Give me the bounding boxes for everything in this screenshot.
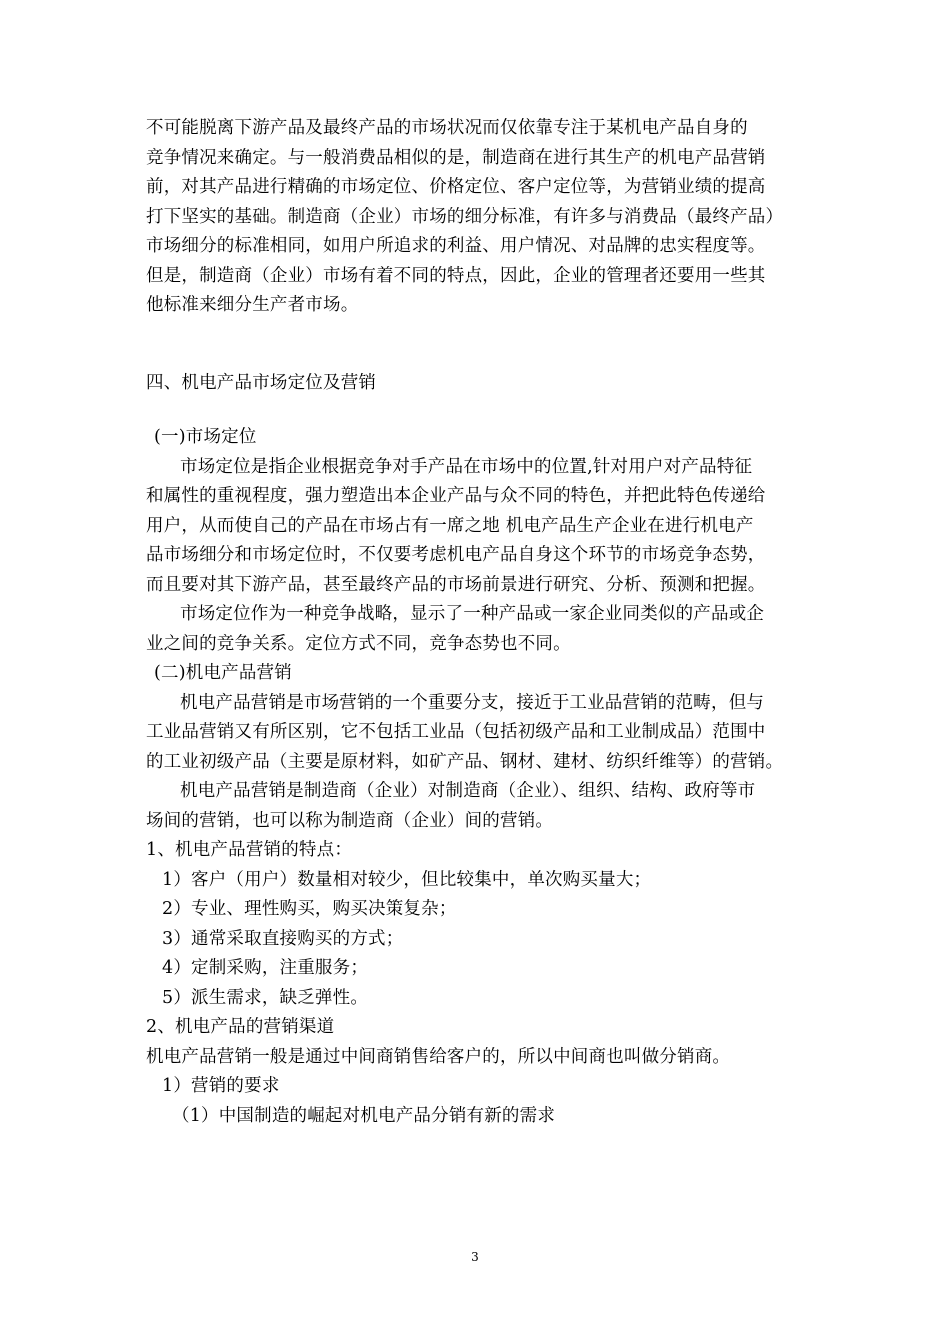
paragraph-line: 机电产品营销是制造商（企业）对制造商（企业）、组织、结构、政府等市 [180, 781, 756, 801]
features-list [146, 866, 816, 1014]
paragraph-line: 机电产品营销是市场营销的一个重要分支，接近于工业品营销的范畴，但与 [180, 692, 765, 713]
positioning-paragraph-2 [146, 600, 816, 659]
intro-paragraph [146, 114, 816, 321]
paragraph-line: 场间的营销，也可以称为制造商（企业）间的营销。 [146, 810, 554, 831]
paragraph-line: 而且要对其下游产品，甚至最终产品的市场前景进行研究、分析、预测和把握。 [146, 574, 766, 595]
intro-line: 他标准来细分生产者市场。 [146, 295, 359, 315]
channels-line: 机电产品营销一般是通过中间商销售给客户的，所以中间商也叫做分销商。 [146, 1046, 731, 1067]
paragraph-line: 的工业初级产品（主要是原材料，如矿产品、钢材、建材、纺织纤维等）的营销。 [146, 751, 784, 772]
list-item: 3）通常采取直接购买的方式； [162, 928, 404, 949]
spacer [146, 398, 816, 423]
paragraph-line: 业之间的竞争关系。定位方式不同，竞争态势也不同。 [146, 633, 571, 654]
requirement-item: （1）中国制造的崛起对机电产品分销有新的需求 [172, 1105, 556, 1126]
list-item: 1）客户（用户）数量相对较少，但比较集中，单次购买量大； [162, 869, 652, 890]
intro-line: 前，对其产品进行精确的市场定位、价格定位、客户定位等，为营销业绩的提高 [146, 177, 766, 197]
subsection-heading-marketing: (二)机电产品营销 [154, 663, 292, 683]
paragraph-line: 市场定位是指企业根据竞争对手产品在市场中的位置,针对用户对产品特征 [180, 456, 753, 477]
document-page [146, 114, 816, 1131]
features-heading: 1、机电产品营销的特点： [146, 840, 353, 860]
channels-heading: 2、机电产品的营销渠道 [146, 1017, 335, 1037]
paragraph-line: 工业品营销又有所区别，它不包括工业品（包括初级产品和工业制成品）范围中 [146, 722, 766, 742]
section-heading: 四、机电产品市场定位及营销 [146, 372, 377, 393]
intro-line: 打下坚实的基础。制造商（企业）市场的细分标准，有许多与消费品（最终产品） [146, 206, 784, 227]
intro-line: 但是，制造商（企业）市场有着不同的特点，因此，企业的管理者还要用一些其 [146, 265, 766, 286]
spacer [146, 321, 816, 369]
marketing-paragraph-1 [146, 689, 816, 778]
list-item: 5）派生需求，缺乏弹性。 [162, 987, 369, 1008]
page-number: 3 [471, 1250, 479, 1264]
intro-line: 竞争情况来确定。与一般消费品相似的是，制造商在进行其生产的机电产品营销 [146, 147, 766, 168]
paragraph-line: 和属性的重视程度，强力塑造出本企业产品与众不同的特色，并把此特色传递给 [146, 486, 766, 506]
list-item: 2）专业、理性购买，购买决策复杂； [162, 899, 457, 919]
paragraph-line: 品市场细分和市场定位时，不仅要考虑机电产品自身这个环节的市场竞争态势， [146, 545, 766, 565]
requirement-heading: 1）营销的要求 [162, 1076, 280, 1096]
intro-line: 不可能脱离下游产品及最终产品的市场状况而仅依靠专注于某机电产品自身的 [146, 118, 748, 138]
list-item: 4）定制采购，注重服务； [162, 958, 369, 978]
paragraph-line: 用户，从而使自己的产品在市场占有一席之地 机电产品生产企业在进行机电产 [146, 515, 754, 536]
paragraph-line: 市场定位作为一种竞争战略，显示了一种产品或一家企业同类似的产品或企 [180, 604, 765, 624]
intro-line: 市场细分的标准相同，如用户所追求的利益、用户情况、对品牌的忠实程度等。 [146, 236, 766, 256]
positioning-paragraph-1 [146, 453, 816, 601]
subsection-heading-positioning: (一)市场定位 [154, 427, 257, 447]
marketing-paragraph-2 [146, 777, 816, 836]
